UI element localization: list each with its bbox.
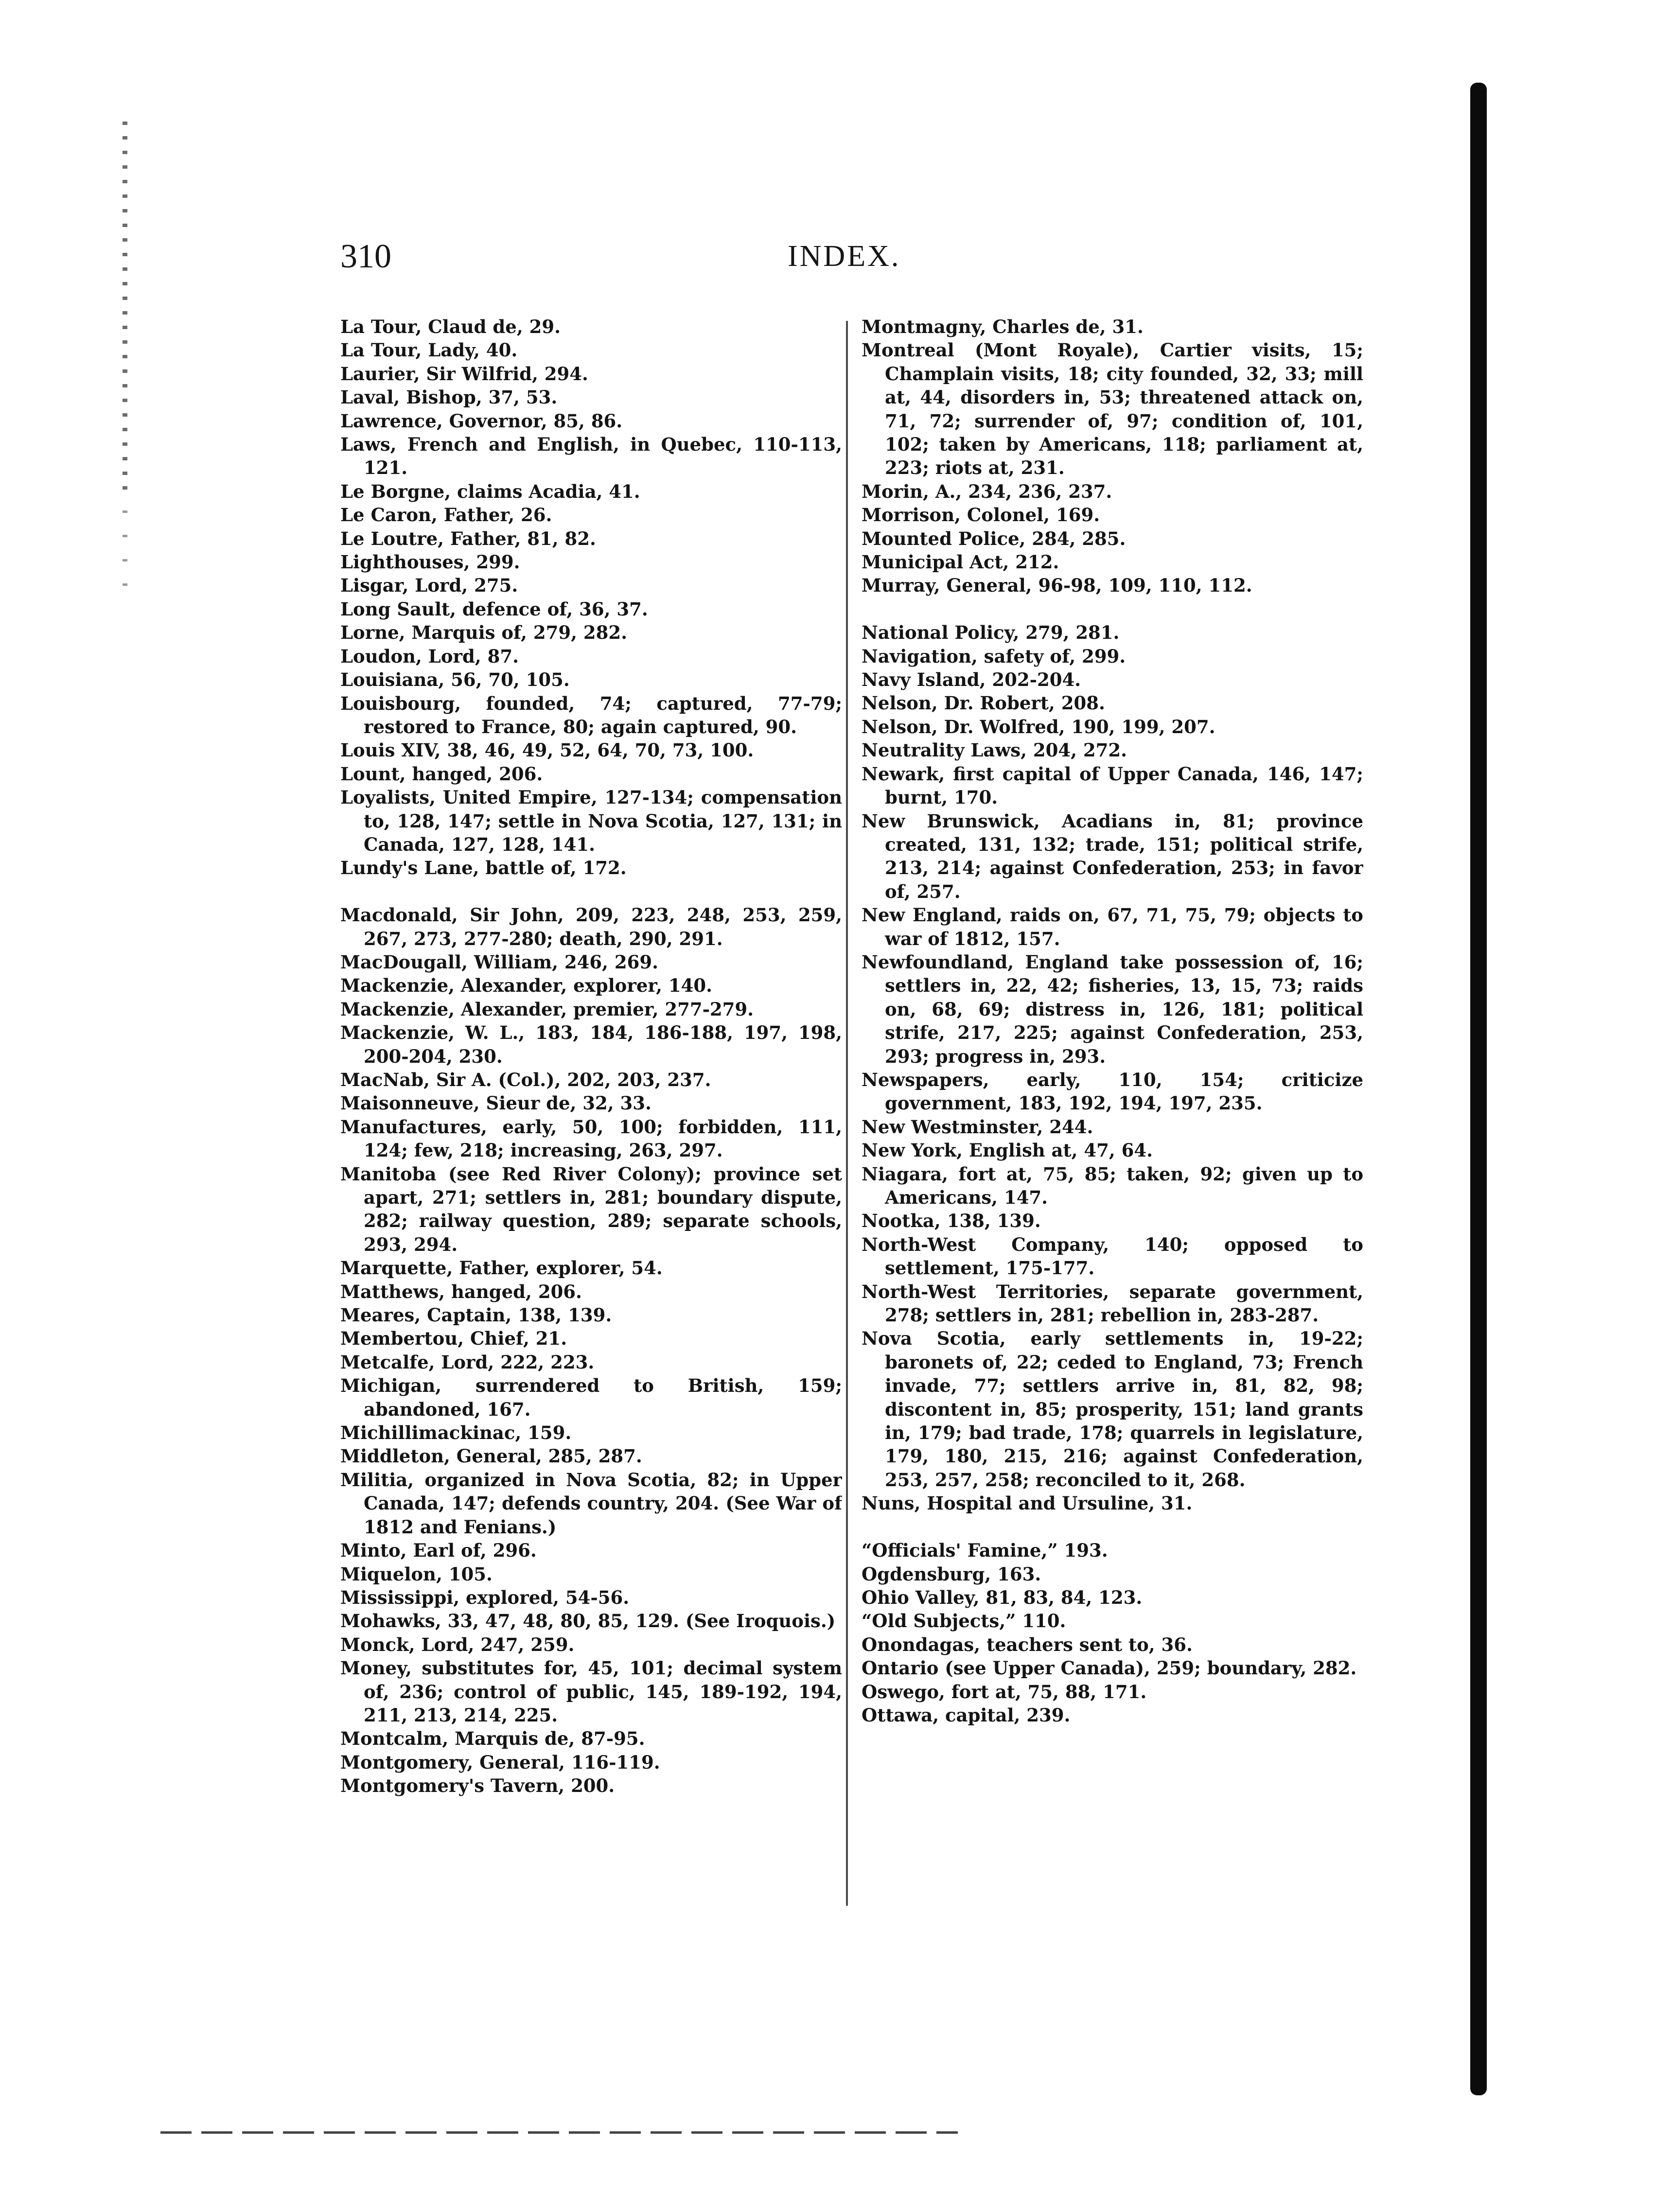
index-entry: Middleton, General, 285, 287. [340,1445,642,1467]
index-entry: La Tour, Claud de, 29. [340,316,561,337]
index-entry: Newfoundland, England take possession of, 16; settlers in, 22, 42; fisheries, 13, 15, 73; raids on, 68, 69; distress in, 126, 181; political strife, 217, 225; against Confederation, 253, 293; progress in, 293. [862,951,1363,1067]
index-entry: Mississippi, explored, 54-56. [340,1586,630,1608]
index-entry: Loyalists, United Empire, 127-134; compensation to, 128, 147; settle in Nova Scotia, 127, 131; in Canada, 127, 128, 141. [340,787,842,855]
index-entry: Morrison, Colonel, 169. [862,504,1100,526]
page-number: 310 [340,238,391,275]
index-entry: Niagara, fort at, 75, 85; taken, 92; given up to Americans, 147. [862,1163,1363,1209]
index-entry: Nootka, 138, 139. [862,1210,1041,1232]
index-entry: Onondagas, teachers sent to, 36. [862,1633,1193,1655]
index-entry: Louisbourg, founded, 74; captured, 77-79; restored to France, 80; again captured, 90. [340,692,842,737]
index-entry: Monck, Lord, 247, 259. [340,1633,575,1655]
index-entry: Mohawks, 33, 47, 48, 80, 85, 129. (See Iroquois.) [340,1610,836,1632]
index-entry: National Policy, 279, 281. [862,622,1120,644]
index-entry: MacNab, Sir A. (Col.), 202, 203, 237. [340,1069,711,1090]
index-entry: Le Caron, Father, 26. [340,504,552,526]
letter-group-gap [862,597,1363,621]
index-entry: Le Loutre, Father, 81, 82. [340,527,596,549]
index-entry: New Brunswick, Acadians in, 81; province created, 131, 132; trade, 151; political strife, 213, 214; against Confederation, 253; in favor of, 257. [862,810,1363,902]
index-entry: Minto, Earl of, 296. [340,1540,537,1562]
letter-group-gap [340,880,842,903]
index-entry: Maisonneuve, Sieur de, 32, 33. [340,1092,651,1114]
index-entry: “Officials' Famine,” 193. [862,1540,1108,1562]
index-entry: Montreal (Mont Royale), Cartier visits, 15; Champlain visits, 18; city founded, 32, 33; mill at, 44, disorders in, 53; threatened attack on, 71, 72; surrender of, 97; condition of, 101, 102; taken by Americans, 118; parliament at, 223; riots at, 231. [862,339,1363,479]
index-entry: La Tour, Lady, 40. [340,339,518,361]
index-entry: Matthews, hanged, 206. [340,1281,582,1302]
index-entry: “Old Subjects,” 110. [862,1610,1066,1632]
index-entry: Ohio Valley, 81, 83, 84, 123. [862,1586,1143,1608]
index-entry: Laval, Bishop, 37, 53. [340,386,558,408]
index-entry: Nova Scotia, early settlements in, 19-22; baronets of, 22; ceded to England, 73; French invade, 77; settlers arrive in, 81, 82, 98; discontent in, 85; prosperity, 151; land grants in, 179; bad trade, 178; quarrels in legislature, 179, 180, 215, 216; against Confederation, 253, 257, 258; reconciled to it, 268. [862,1328,1363,1491]
index-entry: Louisiana, 56, 70, 105. [340,669,570,691]
index-entry: Mackenzie, W. L., 183, 184, 186-188, 197, 198, 200-204, 230. [340,1022,842,1067]
index-entry: New Westminster, 244. [862,1116,1093,1138]
index-entry: Montgomery, General, 116-119. [340,1751,660,1773]
index-entry: Lisgar, Lord, 275. [340,575,518,597]
index-entry: MacDougall, William, 246, 269. [340,951,658,973]
index-entry: New York, English at, 47, 64. [862,1140,1153,1161]
index-entry: Loudon, Lord, 87. [340,645,519,667]
index-entry: Navigation, safety of, 299. [862,645,1126,667]
column-divider [846,321,848,1906]
index-entry: Michillimackinac, 159. [340,1422,572,1444]
index-entry: Long Sault, defence of, 36, 37. [340,598,648,620]
index-entry: Laurier, Sir Wilfrid, 294. [340,363,588,385]
scan-edge-marks [123,122,127,491]
index-entry: Newspapers, early, 110, 154; criticize government, 183, 192, 194, 197, 235. [862,1069,1363,1114]
index-entry: Morin, A., 234, 236, 237. [862,480,1112,502]
index-entry: Neutrality Laws, 204, 272. [862,739,1127,761]
index-entry: Nuns, Hospital and Ursuline, 31. [862,1492,1193,1514]
index-entry: Lount, hanged, 206. [340,763,543,785]
index-entry: Marquette, Father, explorer, 54. [340,1257,663,1279]
index-entry: Montmagny, Charles de, 31. [862,316,1144,337]
index-entry: Lighthouses, 299. [340,551,520,573]
index-entry: North-West Territories, separate government, 278; settlers in, 281; rebellion in, 283-287. [862,1281,1363,1326]
index-entry: Oswego, fort at, 75, 88, 171. [862,1681,1147,1703]
index-entry: Macdonald, Sir John, 209, 223, 248, 253, 259, 267, 273, 277-280; death, 290, 291. [340,904,842,949]
index-entry: Metcalfe, Lord, 222, 223. [340,1351,595,1373]
index-entry: Navy Island, 202-204. [862,669,1081,691]
index-entry: Nelson, Dr. Wolfred, 190, 199, 207. [862,716,1215,737]
index-entry: Membertou, Chief, 21. [340,1328,567,1350]
scan-edge-marks [123,510,127,608]
index-entry: North-West Company, 140; opposed to settlement, 175-177. [862,1233,1363,1279]
index-entry: Mackenzie, Alexander, premier, 277-279. [340,998,754,1020]
index-entry: Manufactures, early, 50, 100; forbidden, 111, 124; few, 218; increasing, 263, 297. [340,1116,842,1161]
index-column-left [340,315,842,1919]
index-entry: Ottawa, capital, 239. [862,1704,1071,1726]
letter-group-gap [862,1515,1363,1539]
index-entry: Lundy's Lane, battle of, 172. [340,857,627,879]
page-header [340,237,1361,281]
index-entry: Montgomery's Tavern, 200. [340,1775,615,1797]
index-entry: Mackenzie, Alexander, explorer, 140. [340,975,713,997]
index-entry: Miquelon, 105. [340,1563,493,1585]
index-entry: Militia, organized in Nova Scotia, 82; in Upper Canada, 147; defends country, 204. (See War of 1812 and Fenians.) [340,1469,842,1538]
index-entry: Meares, Captain, 138, 139. [340,1304,612,1326]
index-column-right [862,315,1363,1919]
index-entry: Lorne, Marquis of, 279, 282. [340,622,628,644]
index-entry: Ontario (see Upper Canada), 259; boundary, 282. [862,1657,1357,1679]
index-entry: Montcalm, Marquis de, 87-95. [340,1728,645,1750]
index-entry: Ogdensburg, 163. [862,1563,1041,1585]
index-entry: Money, substitutes for, 45, 101; decimal system of, 236; control of public, 145, 189-192, 194, 211, 213, 214, 225. [340,1657,842,1726]
index-entry: Newark, first capital of Upper Canada, 146, 147; burnt, 170. [862,763,1363,808]
page-binding-edge [1470,83,1487,2095]
running-title: INDEX. [788,240,901,273]
index-entry: Municipal Act, 212. [862,551,1059,573]
index-entry: Manitoba (see Red River Colony); province set apart, 271; settlers in, 281; boundary dispute, 282; railway question, 289; separate schools, 293, 294. [340,1163,842,1255]
index-entry: Laws, French and English, in Quebec, 110-113, 121. [340,434,842,479]
index-entry: Nelson, Dr. Robert, 208. [862,692,1105,714]
index-entry: Michigan, surrendered to British, 159; abandoned, 167. [340,1375,842,1420]
index-entry: Murray, General, 96-98, 109, 110, 112. [862,575,1252,597]
index-entry: Louis XIV, 38, 46, 49, 52, 64, 70, 73, 100. [340,739,754,761]
scan-bottom-rule [160,2131,958,2134]
index-entry: Le Borgne, claims Acadia, 41. [340,480,640,502]
index-entry: Lawrence, Governor, 85, 86. [340,410,623,432]
index-entry: New England, raids on, 67, 71, 75, 79; objects to war of 1812, 157. [862,904,1363,949]
index-entry: Mounted Police, 284, 285. [862,527,1126,549]
